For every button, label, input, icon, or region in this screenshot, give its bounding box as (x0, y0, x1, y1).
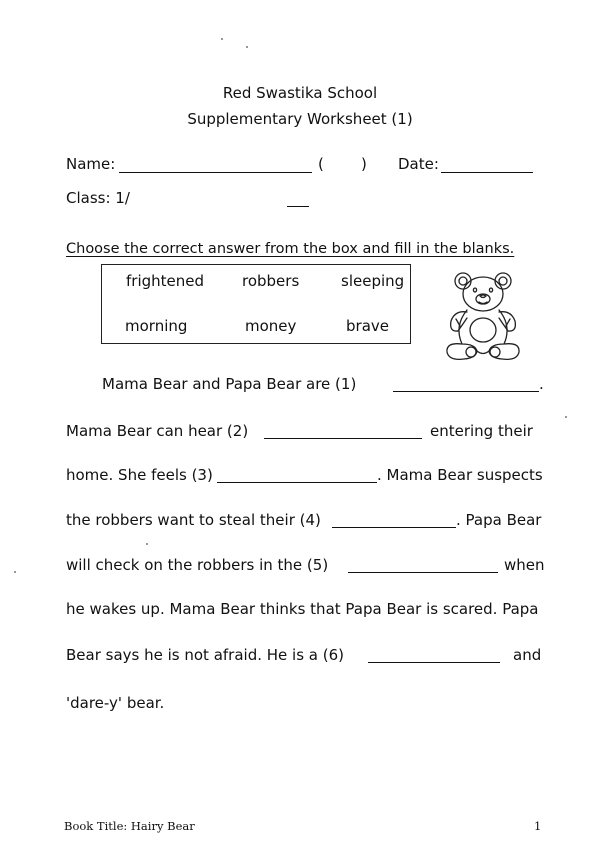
passage-text: 'dare-y' bear. (66, 694, 165, 712)
word-option: frightened (126, 272, 205, 290)
teddy-bear-icon (442, 266, 534, 364)
word-option: morning (125, 317, 188, 335)
scan-speck (246, 46, 248, 48)
date-field[interactable] (441, 172, 533, 173)
date-label: Date: (398, 155, 439, 173)
passage-text: when (504, 556, 545, 574)
name-field[interactable] (119, 172, 312, 173)
school-name: Red Swastika School (222, 84, 378, 102)
worksheet-title: Supplementary Worksheet (1) (187, 110, 413, 128)
passage-text: . Papa Bear (456, 511, 542, 529)
class-label: Class: 1/ (66, 189, 130, 207)
scan-speck (565, 416, 567, 418)
passage-text: he wakes up. Mama Bear thinks that Papa Bear is scared. Papa (66, 600, 539, 618)
scan-speck (14, 571, 16, 573)
passage-text: the robbers want to steal their (4) (66, 511, 321, 529)
class-field[interactable] (287, 206, 309, 207)
passage-text: . (539, 375, 544, 393)
blank-2[interactable] (264, 438, 422, 439)
passage-text: Bear says he is not afraid. He is a (6) (66, 646, 344, 664)
book-title: Book Title: Hairy Bear (64, 819, 195, 833)
word-option: robbers (242, 272, 300, 290)
register-paren-close: ) (361, 155, 367, 173)
register-paren-open: ( (318, 155, 324, 173)
instruction-text: Choose the correct answer from the box and fill in the blanks. (66, 241, 515, 257)
name-label: Name: (66, 155, 116, 173)
blank-6[interactable] (368, 662, 500, 663)
blank-4[interactable] (332, 527, 456, 528)
page-number: 1 (534, 819, 542, 833)
passage-text: entering their (430, 422, 533, 440)
word-option: money (245, 317, 297, 335)
passage-text: and (513, 646, 542, 664)
blank-3[interactable] (217, 482, 377, 483)
scan-speck (146, 543, 148, 545)
passage-text: home. She feels (3) (66, 466, 213, 484)
word-option: brave (346, 317, 389, 335)
passage-text: . Mama Bear suspects (377, 466, 543, 484)
scan-speck (221, 38, 223, 40)
word-box (101, 264, 411, 344)
blank-5[interactable] (348, 572, 498, 573)
passage-text: will check on the robbers in the (5) (66, 556, 329, 574)
passage-text: Mama Bear and Papa Bear are (1) (102, 375, 357, 393)
passage-text: Mama Bear can hear (2) (66, 422, 249, 440)
blank-1[interactable] (393, 391, 539, 392)
word-option: sleeping (341, 272, 405, 290)
